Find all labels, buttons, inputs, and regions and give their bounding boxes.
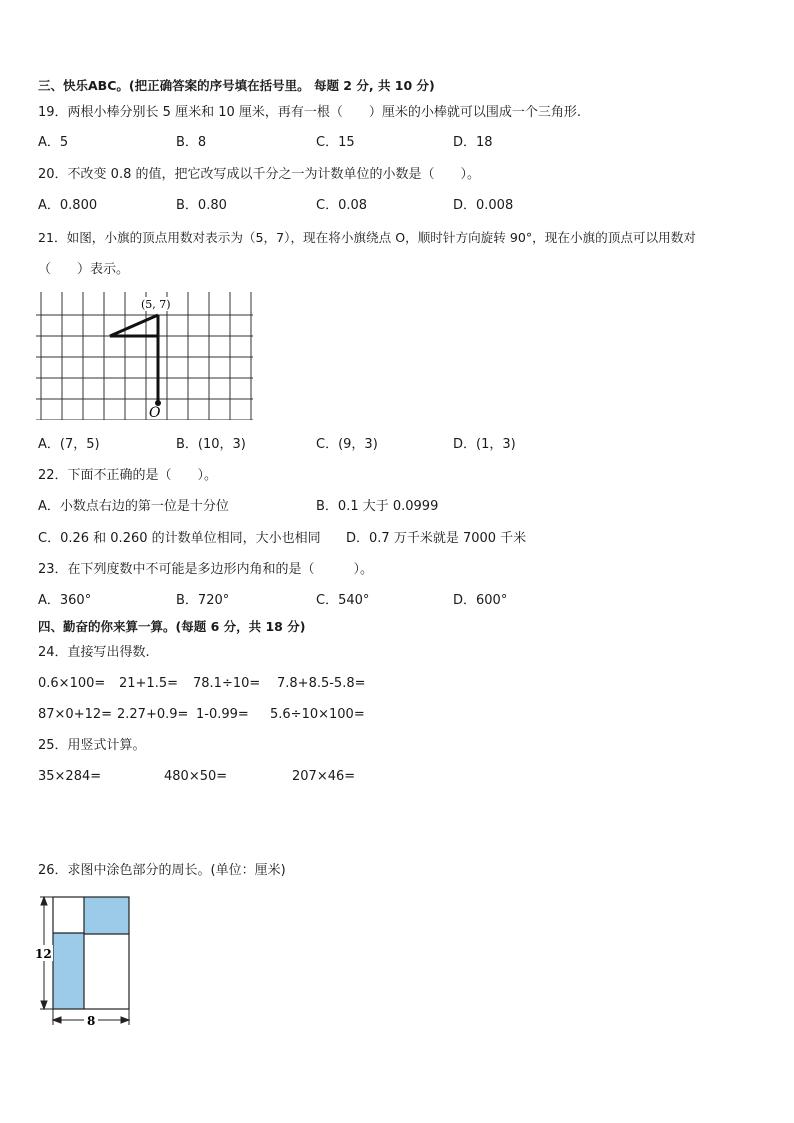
calc-item: 1-0.99=	[196, 707, 249, 722]
question-21-stem: 21．如图，小旗的顶点用数对表示为（5，7），现在将小旗绕点 O，顺时针方向旋转 90°，现在小旗的顶点可以用数对	[38, 230, 696, 245]
shaded-region-top	[84, 897, 129, 934]
vertical-calc-item: 480×50=	[164, 769, 228, 784]
question-26-stem: 26．求图中涂色部分的周长。(单位：厘米)	[38, 863, 286, 878]
question-21-stem-continued: （ ）表示。	[38, 262, 130, 277]
question-22-stem: 22．下面不正确的是（ ）。	[38, 468, 218, 483]
question-20-option-c[interactable]: C．0.08	[316, 198, 368, 213]
question-19-option-a[interactable]: A．5	[38, 135, 69, 150]
shaded-region-left	[53, 933, 84, 1009]
section-4-title: 四、勤奋的你来算一算。(每题 6 分，共 18 分)	[38, 619, 306, 634]
question-20-stem: 20．不改变 0.8 的值，把它改写成以千分之一为计数单位的小数是（ ）。	[38, 167, 480, 182]
question-22-option-c[interactable]: C．0.26 和 0.260 的计数单位相同，大小也相同	[38, 531, 321, 546]
width-label: 8	[87, 1014, 96, 1028]
question-21-option-a[interactable]: A．(7，5)	[38, 437, 100, 452]
question-22-option-b[interactable]: B．0.1 大于 0.0999	[316, 499, 439, 514]
vertical-calc-item: 35×284=	[38, 769, 102, 784]
calc-item: 0.6×100=	[38, 676, 106, 691]
shaded-perimeter-figure	[30, 890, 136, 1028]
question-19-option-c[interactable]: C．15	[316, 135, 355, 150]
question-20-option-b[interactable]: B．0.80	[176, 198, 227, 213]
height-label: 12	[35, 947, 52, 961]
question-21-option-d[interactable]: D．(1，3)	[453, 437, 516, 452]
question-23-option-a[interactable]: A．360°	[38, 593, 92, 608]
origin-label: O	[149, 405, 161, 420]
flag-shape	[110, 315, 158, 403]
question-25-stem: 25．用竖式计算。	[38, 738, 146, 753]
question-23-stem: 23．在下列度数中不可能是多边形内角和的是（ ）。	[38, 562, 374, 577]
question-22-option-d[interactable]: D．0.7 万千米就是 7000 千米	[346, 531, 527, 546]
question-24-stem: 24．直接写出得数.	[38, 645, 150, 660]
question-19-option-d[interactable]: D．18	[453, 135, 493, 150]
calc-item: 2.27+0.9=	[117, 707, 189, 722]
question-19-option-b[interactable]: B．8	[176, 135, 207, 150]
question-20-option-d[interactable]: D．0.008	[453, 198, 514, 213]
question-21-option-b[interactable]: B．(10，3)	[176, 437, 246, 452]
calc-item: 7.8+8.5-5.8=	[277, 676, 366, 691]
question-22-option-a[interactable]: A．小数点右边的第一位是十分位	[38, 499, 229, 514]
question-23-option-d[interactable]: D．600°	[453, 593, 508, 608]
question-23-option-c[interactable]: C．540°	[316, 593, 370, 608]
question-20-option-a[interactable]: A．0.800	[38, 198, 98, 213]
question-19-stem: 19．两根小棒分别长 5 厘米和 10 厘米，再有一根（ ）厘米的小棒就可以围成一个三角形.	[38, 105, 582, 120]
calc-item: 87×0+12=	[38, 707, 113, 722]
flag-grid-figure	[36, 290, 258, 420]
flag-vertex-label: (5, 7)	[141, 298, 171, 311]
calc-item: 78.1÷10=	[193, 676, 261, 691]
calc-item: 5.6÷10×100=	[270, 707, 365, 722]
calc-item: 21+1.5=	[119, 676, 179, 691]
question-23-option-b[interactable]: B．720°	[176, 593, 230, 608]
section-3-title: 三、快乐ABC。(把正确答案的序号填在括号里。 每题 2 分, 共 10 分)	[38, 78, 435, 93]
vertical-calc-item: 207×46=	[292, 769, 356, 784]
question-21-option-c[interactable]: C．(9，3)	[316, 437, 378, 452]
